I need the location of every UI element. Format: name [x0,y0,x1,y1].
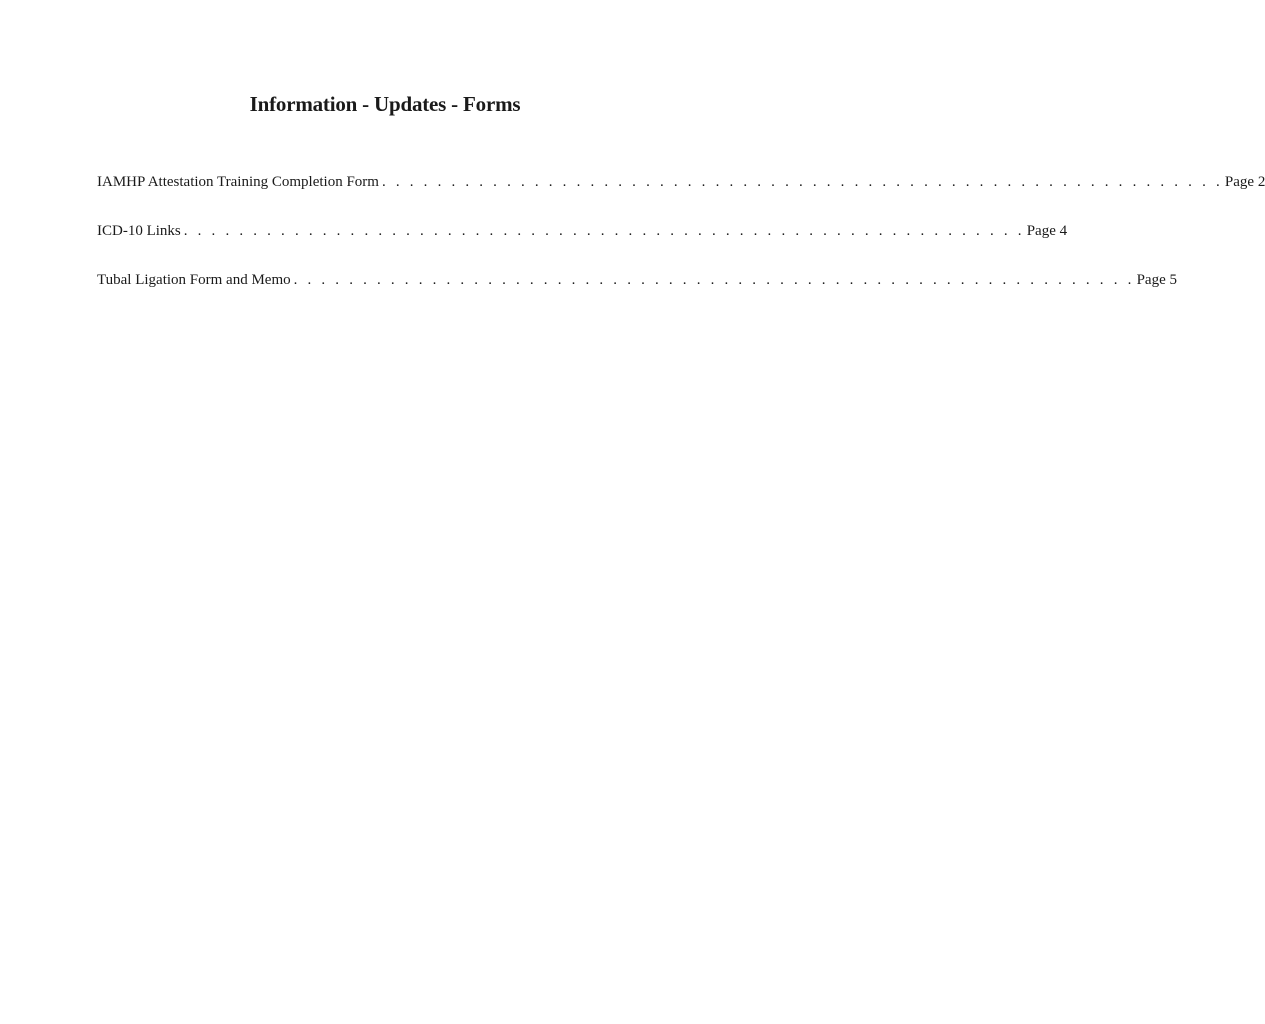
toc-entry-attestation-form [97,172,1265,221]
toc-entry-tubal-ligation [97,270,1177,319]
page-title: Information - Updates - Forms [249,92,521,116]
toc-entry-page: Page 5 [1136,272,1177,288]
toc-entry-page: Page 4 [1026,223,1068,239]
toc-entry-label: ICD-10 Links [97,223,181,239]
table-of-contents [97,172,1265,319]
toc-entry-label: IAMHP Attestation Training Completion Form [97,174,379,190]
dot-leader: . . . . . . . . . . . . . . . . . . . . . . . . . . . . . . . . . . . . . . . . . . . . . . . . . . . . . . . . . . . . . [293,272,1135,288]
toc-entry-page: Page 2 [1224,174,1265,190]
dot-leader: . . . . . . . . . . . . . . . . . . . . . . . . . . . . . . . . . . . . . . . . . . . . . . . . . . . . . . . . . . . . . [381,174,1223,190]
toc-entry-icd10-links [97,221,1068,270]
toc-entry-label: Tubal Ligation Form and Memo [97,272,291,288]
dot-leader: . . . . . . . . . . . . . . . . . . . . . . . . . . . . . . . . . . . . . . . . . . . . . . . . . . . . . . . . . . . . . [183,223,1025,239]
